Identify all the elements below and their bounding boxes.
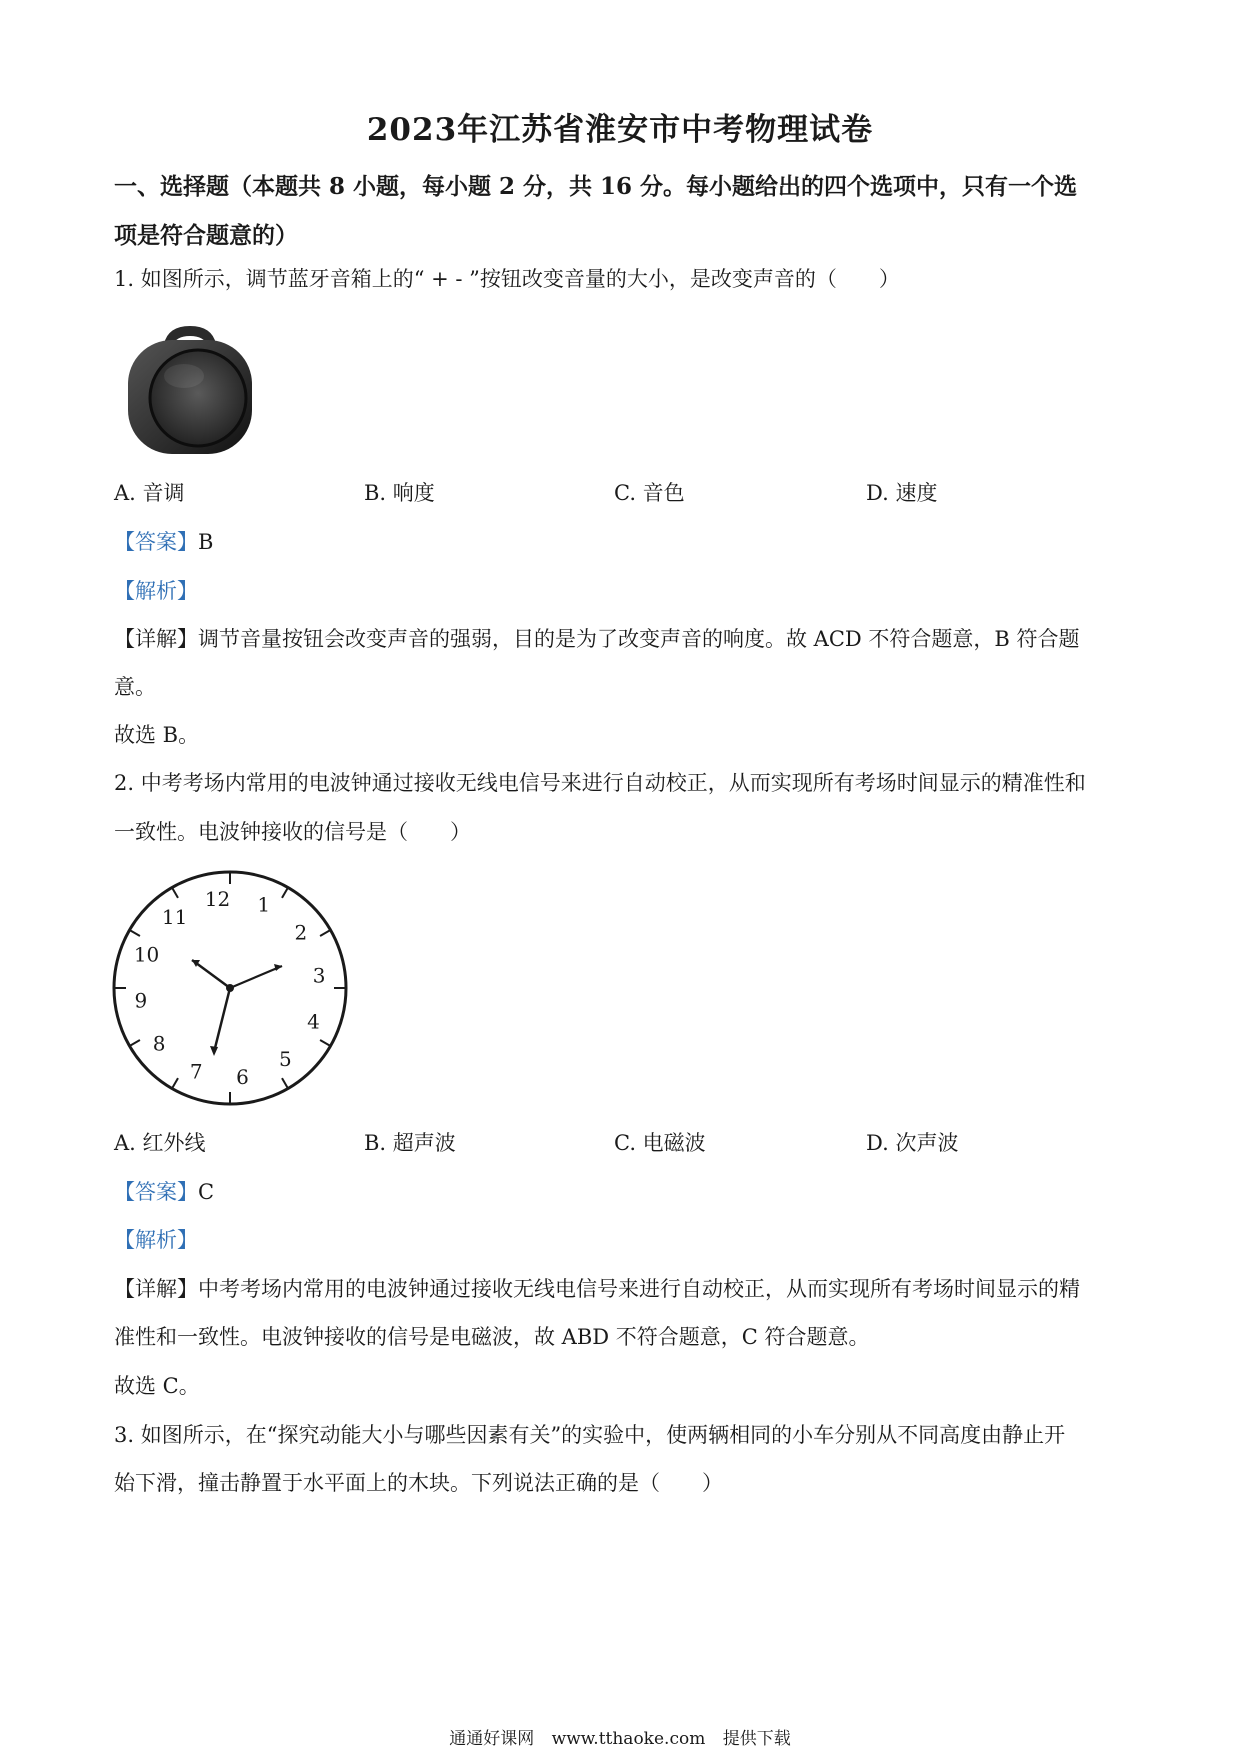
clock-number: 2 bbox=[294, 920, 308, 945]
detail-tag: 【详解】 bbox=[114, 1277, 198, 1301]
clock-number: 7 bbox=[189, 1059, 203, 1084]
q2-option-d: D. 次声波 bbox=[866, 1131, 959, 1155]
q2-stem-line2: 一致性。电波钟接收的信号是（ ） bbox=[114, 820, 471, 844]
q3-stem-line2: 始下滑，撞击静置于水平面上的木块。下列说法正确的是（ ） bbox=[114, 1471, 723, 1495]
answer-tag: 【答案】 bbox=[114, 530, 198, 554]
q2-stem-line1: 2. 中考考场内常用的电波钟通过接收无线电信号来进行自动校正，从而实现所有考场时间显示的精准性和 bbox=[114, 771, 1086, 795]
q1-option-a: A. 音调 bbox=[114, 481, 185, 505]
analysis-tag: 【解析】 bbox=[114, 579, 198, 603]
q2-answer-value: C bbox=[198, 1180, 215, 1204]
q1-option-d: D. 速度 bbox=[866, 481, 938, 505]
q2-detail-text: 中考考场内常用的电波钟通过接收无线电信号来进行自动校正，从而实现所有考场时间显示的精 bbox=[198, 1277, 1080, 1301]
clock-center bbox=[226, 984, 234, 992]
q1-detail-line2: 意。 bbox=[114, 675, 156, 699]
q1-option-b: B. 响度 bbox=[364, 481, 435, 505]
q2-option-a: A. 红外线 bbox=[114, 1131, 206, 1155]
section-heading-line2: 项是符合题意的） bbox=[114, 222, 298, 249]
section-heading-line1: 一、选择题（本题共 8 小题，每小题 2 分，共 16 分。每小题给出的四个选项中，只有一个选 bbox=[114, 173, 1078, 200]
footer-url[interactable]: www.tthaoke.com bbox=[551, 1729, 706, 1749]
speaker-image bbox=[124, 322, 256, 458]
page-footer bbox=[0, 1724, 1240, 1749]
q1-analysis-tag bbox=[114, 576, 1134, 606]
q2-detail-line1 bbox=[114, 1274, 1134, 1304]
q1-detail-text: 调节音量按钮会改变声音的强弱，目的是为了改变声音的响度。故 ACD 不符合题意，B 符合题 bbox=[198, 627, 1080, 651]
q1-conclusion: 故选 B。 bbox=[114, 723, 200, 747]
page-title: 2023年江苏省淮安市中考物理试卷 bbox=[366, 112, 874, 148]
q2-conclusion: 故选 C。 bbox=[114, 1374, 200, 1398]
q2-answer bbox=[114, 1177, 1134, 1207]
q3-stem-line1: 3. 如图所示，在“探究动能大小与哪些因素有关”的实验中，使两辆相同的小车分别从不同高度由静止开 bbox=[114, 1423, 1066, 1447]
q2-analysis-tag bbox=[114, 1225, 1134, 1255]
clock-number: 12 bbox=[204, 886, 231, 911]
clock-number: 6 bbox=[236, 1065, 249, 1090]
footer-site-name: 通通好课网 bbox=[449, 1729, 535, 1749]
q1-answer bbox=[114, 527, 1134, 557]
clock-image bbox=[110, 868, 350, 1108]
clock-number: 5 bbox=[279, 1046, 292, 1071]
footer-note: 提供下载 bbox=[722, 1729, 791, 1749]
q1-option-c: C. 音色 bbox=[614, 481, 685, 505]
clock-number: 10 bbox=[133, 942, 160, 967]
q2-detail-line2: 准性和一致性。电波钟接收的信号是电磁波，故 ABD 不符合题意，C 符合题意。 bbox=[114, 1325, 870, 1349]
clock-number: 3 bbox=[312, 963, 326, 988]
answer-tag: 【答案】 bbox=[114, 1180, 198, 1204]
clock-number: 8 bbox=[152, 1031, 166, 1056]
analysis-tag: 【解析】 bbox=[114, 1228, 198, 1252]
q2-option-c: C. 电磁波 bbox=[614, 1131, 706, 1155]
clock-number: 1 bbox=[257, 892, 271, 917]
clock-number: 9 bbox=[134, 988, 148, 1013]
q2-option-b: B. 超声波 bbox=[364, 1131, 456, 1155]
clock-number: 11 bbox=[161, 905, 188, 930]
q1-detail-line1 bbox=[114, 624, 1134, 654]
detail-tag: 【详解】 bbox=[114, 627, 198, 651]
clock-number: 4 bbox=[307, 1009, 320, 1034]
q1-answer-value: B bbox=[198, 530, 214, 554]
q1-stem: 1. 如图所示，调节蓝牙音箱上的“ + - ”按钮改变音量的大小，是改变声音的（ ） bbox=[114, 267, 900, 291]
